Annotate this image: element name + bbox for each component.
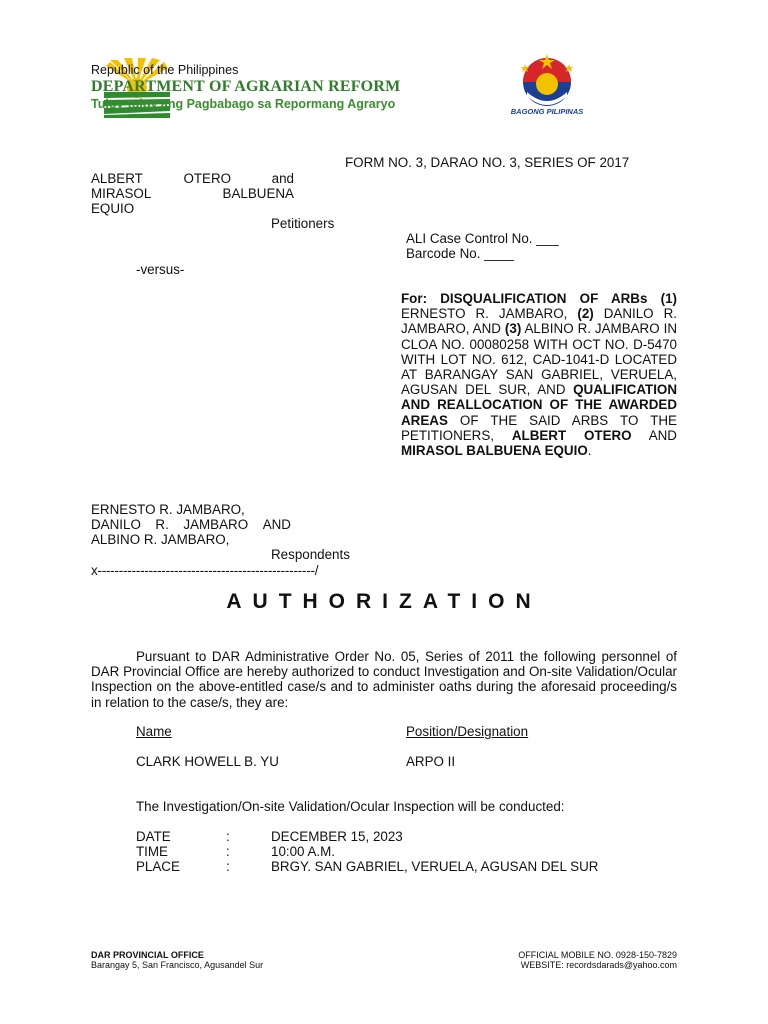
subject-emphasis: MIRASOL BALBUENA EQUIO bbox=[401, 443, 588, 459]
personnel-position: ARPO II bbox=[406, 754, 456, 769]
petitioner-word: MIRASOL bbox=[91, 186, 152, 202]
date-value: DECEMBER 15, 2023 bbox=[271, 829, 403, 844]
subject-text: ALBINO R. JAMBARO IN CLOA NO. 00080258 WITH OCT NO. D-5470 WITH LOT NO. 612, CAD-1041-D LOCATED AT BARANGAY SAN GABRIEL, VERUELA, AGUSAN DEL SUR, AND bbox=[401, 321, 677, 398]
bagong-pilipinas-seal-icon bbox=[505, 52, 590, 118]
petitioner-word: EQUIO bbox=[91, 201, 135, 217]
footer-website: WEBSITE: recordsdarads@yahoo.com bbox=[520, 960, 677, 970]
subject-emphasis: QUALIFICATION AND REALLOCATION OF THE AWARDED AREAS bbox=[401, 382, 677, 428]
form-number: FORM NO. 3, DARAO NO. 3, SERIES OF 2017 bbox=[345, 155, 630, 170]
petitioner-word: OTERO bbox=[183, 171, 232, 186]
department-tagline: Tuloy-tuloy ang Pagbabago sa Repormang Agraryo bbox=[91, 97, 396, 111]
name-column-header: Name bbox=[136, 724, 172, 739]
personnel-name: CLARK HOWELL B. YU bbox=[136, 754, 279, 769]
republic-text: Republic of the Philippines bbox=[91, 63, 239, 77]
respondent-names bbox=[91, 502, 291, 548]
respondents-label: Respondents bbox=[271, 547, 350, 562]
department-name: DEPARTMENT OF AGRARIAN REFORM bbox=[91, 78, 401, 95]
date-colon: : bbox=[226, 829, 230, 844]
time-colon: : bbox=[226, 844, 230, 859]
barcode-no: Barcode No. ____ bbox=[406, 246, 514, 261]
footer-office: DAR PROVINCIAL OFFICE bbox=[91, 950, 204, 960]
bagong-pilipinas-logo bbox=[505, 52, 590, 118]
petitioner-names bbox=[91, 171, 294, 217]
subject-number: (2) bbox=[577, 306, 594, 322]
time-label: TIME bbox=[136, 844, 168, 859]
place-label: PLACE bbox=[136, 859, 180, 874]
position-column-header: Position/Designation bbox=[406, 724, 529, 739]
date-label: DATE bbox=[136, 829, 171, 844]
subject-number: (3) bbox=[504, 321, 522, 337]
bagong-pilipinas-text: BAGONG PILIPINAS bbox=[510, 107, 584, 116]
authorization-paragraph: Pursuant to DAR Administrative Order No. 05, Series of 2011 the following personnel of DAR Provincial Office are hereby authorized to conduct Investigation and On-site Validation/Ocular Inspection on the above-entitled case/s and to administer oaths during the aforesaid proceeding/s in relation to the case/s, they are: bbox=[91, 649, 677, 710]
place-value: BRGY. SAN GABRIEL, VERUELA, AGUSAN DEL SUR bbox=[271, 859, 599, 874]
document-title: AUTHORIZATION bbox=[226, 590, 542, 613]
caption-separator: x---------------------------------------------------/ bbox=[91, 563, 319, 578]
time-value: 10:00 A.M. bbox=[271, 844, 336, 859]
ali-case-control-no: ALI Case Control No. ___ bbox=[406, 231, 559, 246]
subject-emphasis: ALBERT OTERO bbox=[511, 427, 632, 443]
petitioner-word: BALBUENA bbox=[222, 186, 294, 202]
respondent-word: JAMBARO bbox=[183, 517, 249, 533]
footer-address: Barangay 5, San Francisco, Agusandel Sur bbox=[91, 960, 264, 970]
petitioners-label: Petitioners bbox=[271, 216, 335, 231]
respondent-line: ERNESTO R. JAMBARO, bbox=[91, 502, 245, 517]
subject-text: . bbox=[587, 443, 592, 459]
schedule-intro: The Investigation/On-site Validation/Ocular Inspection will be conducted: bbox=[136, 799, 565, 814]
respondent-word: AND bbox=[262, 517, 291, 533]
case-subject bbox=[401, 291, 677, 458]
place-colon: : bbox=[226, 859, 230, 874]
subject-text: DANILO R. JAMBARO, AND bbox=[401, 306, 677, 337]
respondent-line: ALBINO R. JAMBARO, bbox=[91, 532, 230, 548]
respondent-word: R. bbox=[155, 517, 169, 533]
subject-text: ERNESTO R. JAMBARO, bbox=[401, 306, 578, 322]
petitioner-word: and bbox=[271, 171, 294, 186]
subject-text: OF THE SAID ARBS TO THE PETITIONERS, bbox=[401, 412, 677, 443]
versus-text: -versus- bbox=[136, 262, 185, 277]
respondent-word: DANILO bbox=[91, 517, 141, 533]
subject-heading: For: DISQUALIFICATION OF ARBs (1) bbox=[401, 291, 677, 306]
subject-text: AND bbox=[631, 427, 677, 443]
petitioner-word: ALBERT bbox=[91, 171, 143, 186]
footer-mobile: OFFICIAL MOBILE NO. 0928-150-7829 bbox=[518, 950, 677, 960]
